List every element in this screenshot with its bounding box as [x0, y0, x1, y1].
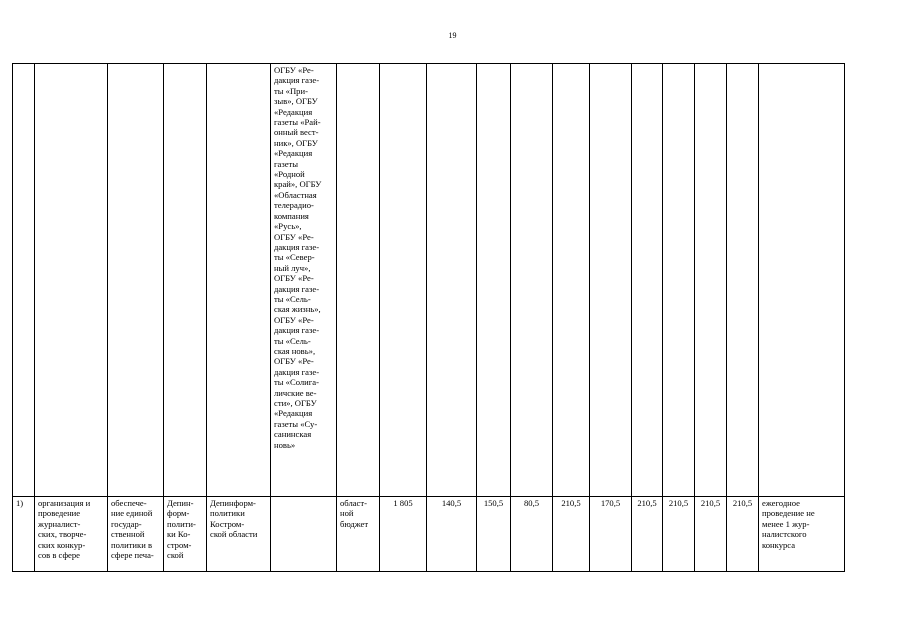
text-line: ОГБУ «Ре-	[274, 65, 314, 75]
cell-value: 210,5	[553, 497, 590, 572]
text-line: организация и	[38, 498, 91, 508]
cell-source	[337, 497, 380, 572]
text-line: Костром-	[210, 518, 245, 529]
text-line: ОГБУ «Ре-	[274, 231, 314, 242]
cell-value: 210,5	[663, 497, 695, 572]
cell-v10	[727, 64, 759, 497]
cell-action	[35, 497, 108, 572]
cell-result	[759, 497, 845, 572]
text-line: дакция газе-	[274, 325, 320, 336]
text-line: Депинформ-	[210, 498, 256, 508]
cell-participants	[271, 64, 337, 497]
text-line: дакция газе-	[274, 366, 320, 377]
cell-source	[337, 64, 380, 497]
text-line: Депин-	[167, 498, 194, 508]
text-line: налистского	[762, 529, 807, 540]
text-line: форм-	[167, 508, 190, 519]
text-line: ник», ОГБУ	[274, 137, 318, 148]
cell-num: 1)	[13, 497, 35, 572]
cell-value: 170,5	[590, 497, 632, 572]
text-line: ние единой	[111, 508, 153, 519]
text-line: ской области	[210, 529, 258, 540]
text-line: ты «Сель-	[274, 293, 311, 304]
cell-goal	[108, 497, 164, 572]
page-number: 19	[448, 31, 457, 40]
cell-goal	[108, 64, 164, 497]
text-line: ты «Солига-	[274, 377, 319, 388]
text-line: зыв», ОГБУ	[274, 96, 318, 107]
text-line: «Родной	[274, 169, 305, 180]
text-line: проведение не	[762, 508, 815, 519]
text-line: газеты	[274, 158, 299, 169]
cell-coordinator	[164, 64, 207, 497]
text-line: компания	[274, 210, 309, 221]
text-line: ская новь»,	[274, 345, 316, 356]
table-row-1	[13, 497, 845, 572]
text-line: сфере печа-	[111, 550, 154, 561]
cell-v4	[511, 64, 553, 497]
text-line: ты «Север-	[274, 252, 315, 263]
text-line: «Областная	[274, 189, 317, 200]
text-line: «Редакция	[274, 408, 313, 419]
text-line: «Русь»,	[274, 221, 302, 232]
cell-participants	[271, 497, 337, 572]
text-line: новь»	[274, 439, 296, 450]
cell-value: 80,5	[511, 497, 553, 572]
text-line: журналист-	[38, 518, 81, 529]
text-line: сов в сфере	[38, 550, 80, 561]
cell-executor	[207, 64, 271, 497]
text-line: ских конкур-	[38, 539, 86, 550]
cell-v8	[663, 64, 695, 497]
text-line: газеты «Су-	[274, 418, 318, 429]
text-line: ская жизнь»,	[274, 304, 321, 315]
text-line: политики в	[111, 539, 153, 550]
cell-value: 150,5	[477, 497, 511, 572]
cell-v2	[427, 64, 477, 497]
text-line: менее 1 жур-	[762, 518, 810, 529]
text-line: ты «Сель-	[274, 335, 311, 346]
text-line: област-	[340, 498, 367, 508]
text-line: «Редакция	[274, 148, 313, 159]
program-table	[12, 63, 845, 572]
text-line: телерадио-	[274, 200, 314, 211]
text-line: санинская	[274, 429, 312, 440]
cell-coordinator	[164, 497, 207, 572]
text-line: ОГБУ «Ре-	[274, 273, 314, 284]
text-line: стром-	[167, 539, 192, 550]
text-line: ный луч»,	[274, 262, 311, 273]
cell-executor	[207, 497, 271, 572]
cell-v3	[477, 64, 511, 497]
text-line: дакция газе-	[274, 75, 320, 86]
cell-value: 1 805	[380, 497, 427, 572]
cell-action	[35, 64, 108, 497]
text-line: ских, творче-	[38, 529, 87, 540]
text-line: сти», ОГБУ	[274, 398, 317, 408]
text-line: ственной	[111, 529, 145, 540]
text-line: дакция газе-	[274, 283, 320, 294]
text-line: «Редакция	[274, 106, 313, 117]
text-line: ОГБУ «Ре-	[274, 314, 314, 325]
cell-v6	[590, 64, 632, 497]
cell-num	[13, 64, 35, 497]
cell-value: 210,5	[632, 497, 663, 572]
text-line: дакция газе-	[274, 241, 320, 252]
table-row-continuation	[13, 64, 845, 497]
text-line: обеспече-	[111, 498, 147, 508]
text-line: государ-	[111, 518, 142, 529]
text-line: ежегодное	[762, 498, 801, 508]
text-line: ской	[167, 550, 184, 561]
text-line: ной	[340, 508, 354, 519]
text-line: ки Ко-	[167, 529, 191, 540]
text-line: газеты «Рай-	[274, 117, 321, 128]
text-line: политики	[210, 508, 245, 519]
text-line: онный вест-	[274, 127, 319, 138]
cell-value: 210,5	[695, 497, 727, 572]
cell-value: 140,5	[427, 497, 477, 572]
text-line: ОГБУ «Ре-	[274, 356, 314, 367]
cell-v7	[632, 64, 663, 497]
cell-value: 210,5	[727, 497, 759, 572]
text-line: ты «При-	[274, 85, 308, 96]
cell-result	[759, 64, 845, 497]
text-line: полити-	[167, 518, 196, 529]
text-line: край», ОГБУ	[274, 179, 322, 190]
cell-v9	[695, 64, 727, 497]
text-line: проведение	[38, 508, 81, 519]
text-line: конкурса	[762, 539, 796, 550]
text-line: личские ве-	[274, 387, 317, 398]
text-line: бюджет	[340, 518, 369, 529]
cell-v1	[380, 64, 427, 497]
cell-v5	[553, 64, 590, 497]
